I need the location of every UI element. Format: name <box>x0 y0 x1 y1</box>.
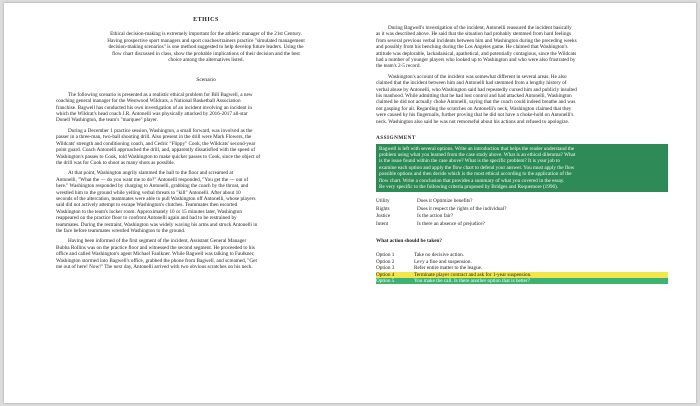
paragraph-line: which the Wildcat's head coach J.R. Antonelli was physically attacked by 2016-2017 all-star <box>56 111 248 118</box>
paragraph-line: During a December 1 practice session, Washington, a small forward, was involved as the <box>68 127 253 134</box>
option-text: Take no decisive action. <box>414 252 465 259</box>
question-heading: What action should be taken? <box>376 237 443 244</box>
criteria-key: Justice <box>376 213 391 220</box>
scenario-paragraph <box>56 170 356 234</box>
option-key: Option 2 <box>376 258 395 265</box>
paragraph-line: the drill was for Cook to shoot as many shots as possible. <box>56 159 176 166</box>
intro-line: Ethical decision-making is extremely important for the athletic manager of the 21st Century. <box>110 31 302 38</box>
criteria-table <box>376 198 509 228</box>
paragraph-line: coaching general manager for the Westwood Wildcats, a National Basketball Association <box>56 98 241 105</box>
paragraph-line: franchise. Bagwell has conducted his own investigation of an incident involving an incident in <box>56 104 252 111</box>
paragraph-line: not gasping for air. Regarding the scratches on Antonelli's neck, Washington claimed that they <box>376 105 572 112</box>
paragraph-line: his manhood. While admitting that he had lost control and had attacked Antonelli, Washington <box>376 93 572 100</box>
option-text: Levy a fine and suspension. <box>414 258 472 265</box>
document-title: ETHICS <box>193 17 219 23</box>
paragraph-line: Having been informed of the first segment of the incident, Assistant General Manager <box>68 238 247 245</box>
option-key: Option 1 <box>376 252 395 259</box>
paragraph-line: passer in a three-man, two-ball shooting drill. Also present in the drill were Mark Flowers, the <box>56 134 252 141</box>
intro-line: Having prospective sport managers and sport coaches/trainers practice "simulated management <box>107 37 305 44</box>
paragraph-line: as it was described above. He said that the situation had probably stemmed from hard feelings <box>376 31 572 38</box>
paragraph-line: reappeared on the practice floor to confront Antonelli again and had to be restrained by <box>56 215 237 222</box>
assignment-line: examine each option and apply the flow chart to defend your answer. You must apply the flow <box>379 164 575 171</box>
scenario-paragraph <box>56 128 356 166</box>
assignment-line: is the issue found within the case above? What is the specific problem? It is your job to <box>379 158 560 165</box>
scenario-heading: Scenario <box>196 77 216 84</box>
paragraph-line: neck. Washington also said he was not remorseful about his actions and refused to apologize. <box>376 118 570 125</box>
paragraph-line: claimed he did not actually choke Antonelli, saying that the coach could indeed breathe and was <box>376 99 576 106</box>
paragraph-line: the team's 2-5 record. <box>376 63 421 70</box>
paragraph-line: wrestled him to the ground while yelling verbal threats to "kill" Antonelli. After about 10 <box>56 189 241 196</box>
paragraph-line: At that point, Washington angrily slammed the ball to the floor and screamed at <box>68 170 234 177</box>
option-key: Option 5 <box>376 278 414 284</box>
paragraph-line: The following scenario is presented as a realistic ethical problem for Bill Bagwell, a new <box>68 91 253 98</box>
assignment-line: problem using what you learned from the case study above. What is an ethical dilemma? What <box>379 151 576 158</box>
paragraph-line: attitude was deplorable, lackadaisical, apathetical, and potentially contagious, since the Wildcats <box>376 50 577 57</box>
option-text: You make the call. Is there another option that is better? <box>414 278 668 284</box>
criteria-value: Is the action fair? <box>417 213 454 220</box>
criteria-value: Does it respect the rights of the individual? <box>417 205 507 212</box>
paragraph-line: and possibly from his benching during the Los Angeles game. He claimed that Washington's <box>376 44 568 51</box>
paragraph-line: from several previous verbal incidents between him and Washington during the preceding weeks <box>376 37 577 44</box>
paragraph-line: Wildcats' strength and conditioning coach, and Cedric "Flippy" Cook, the Wildcats' second-year <box>56 140 256 147</box>
assignment-highlight <box>376 144 668 193</box>
paragraph-line: office and called Washington's agent Michael Faulkner. While Bagwell was talking to Faulkner, <box>56 251 255 258</box>
option-key: Option 4 <box>376 272 414 278</box>
paragraph-line: During Bagwell's investigation of the incident, Antonelli reassured the incident basically <box>388 25 572 31</box>
paragraph-line: were caused by his fingernails, further proving that he did not have a choke-hold on Antonelli's <box>376 112 574 119</box>
assignment-line: Be very specific to the following criteria proposed by Bridges and Roquemore (1996). <box>379 183 559 190</box>
account-paragraph <box>376 25 668 70</box>
paragraph-line: here." Washington responded by charging to Antonelli, grabbing the coach by the throat, and <box>56 183 249 190</box>
paragraph-line: Washington stormed into Bagwell's office, grabbed the phone from Bagwell, and screamed, "Get <box>56 257 257 264</box>
paragraph-line: had a number of younger players who looked up to Washington and who were also frustrated by <box>376 57 576 64</box>
paragraph-line: the face before teammates wrestled Washington to the ground. <box>56 227 186 234</box>
criteria-row <box>376 213 509 220</box>
criteria-key: Intent <box>376 220 389 227</box>
criteria-key: Utility <box>376 198 390 205</box>
intro-text <box>76 31 336 63</box>
scenario-paragraph <box>56 92 356 124</box>
paragraph-line: verbal abuse by Antonelli, who Washington said had repeatedly cursed him and publicly insulted <box>376 86 577 93</box>
account-paragraph <box>376 74 668 125</box>
option-text: Refer entire matter to the league. <box>414 265 483 272</box>
assignment-title: ASSIGNMENT <box>376 135 416 142</box>
paragraph-line: me out of here! Now!" The next day, Antonelli arrived with two obvious scratches on his neck. <box>56 264 253 270</box>
paragraph-line: Washington's passes to Cook, told Washington to make quicker passes to Cook, since the object of <box>56 153 261 160</box>
right-column <box>376 25 668 284</box>
criteria-key: Rights <box>376 205 390 212</box>
paragraph-line: seconds of the altercation, teammates were able to pull Washington off Antonelli, whose players <box>56 195 256 202</box>
intro-line: choice among the alternatives listed. <box>168 57 244 64</box>
criteria-row <box>376 198 509 205</box>
paragraph-line: said did not actively attempt to escape Washington's clutches. Teammates then escorted <box>56 202 238 209</box>
paragraph-line: Antonelli, "What the — do you want me to do?" Antonelli responded, "You get the — out of <box>56 176 249 183</box>
intro-line: decision-making scenarios" is one method suggested to help develop future leaders. Using the <box>108 44 304 51</box>
option-key: Option 3 <box>376 265 395 272</box>
paragraph-line: Washington's account of the incident was somewhat different in several areas. He also <box>388 73 567 80</box>
paragraph-line: Donell Washington, the team's "marquee" player. <box>56 117 158 124</box>
paragraph-line: teammates. During the restraint, Washington was widely waving his arms and struck Antonelli in <box>56 221 258 228</box>
paragraph-line: Bubba Rollins was on the practice floor and witnessed the second segment. He proceeded to his <box>56 244 255 251</box>
paragraph-line: claimed that the incident between him and Antonelli had stemmed from a lengthy history of <box>376 80 567 87</box>
left-column <box>56 17 356 270</box>
paragraph-line: Washington to the team's locker room. Approximately 10 or 15 minutes later, Washington <box>56 208 242 215</box>
document-page <box>4 3 696 403</box>
options-list <box>376 252 668 284</box>
paragraph-line: point guard. Coach Antonelli approached the drill, and, apparently dissatisfied with the speed of <box>56 147 256 154</box>
criteria-value: Is there an absence of prejudice? <box>417 220 485 227</box>
assignment-line: flow chart. Write a conclusion that provides a summary of what you covered in the essay. <box>379 177 565 184</box>
option-row <box>376 278 668 284</box>
criteria-value: Does it Optimize benefits? <box>417 198 473 205</box>
option-text: Terminate player contract and ask for 1-year suspension. <box>414 272 668 278</box>
assignment-line: Bagwell is left with several options. Write an introduction that helps the reader understand the <box>379 145 575 152</box>
criteria-row <box>376 221 509 228</box>
assignment-line: possible options and then decide which is the most ethical according to the application of the <box>379 171 572 178</box>
intro-line: flow chart discussed in class, show the probable implications of their decision and the best <box>112 50 300 57</box>
scenario-paragraph <box>56 238 356 270</box>
